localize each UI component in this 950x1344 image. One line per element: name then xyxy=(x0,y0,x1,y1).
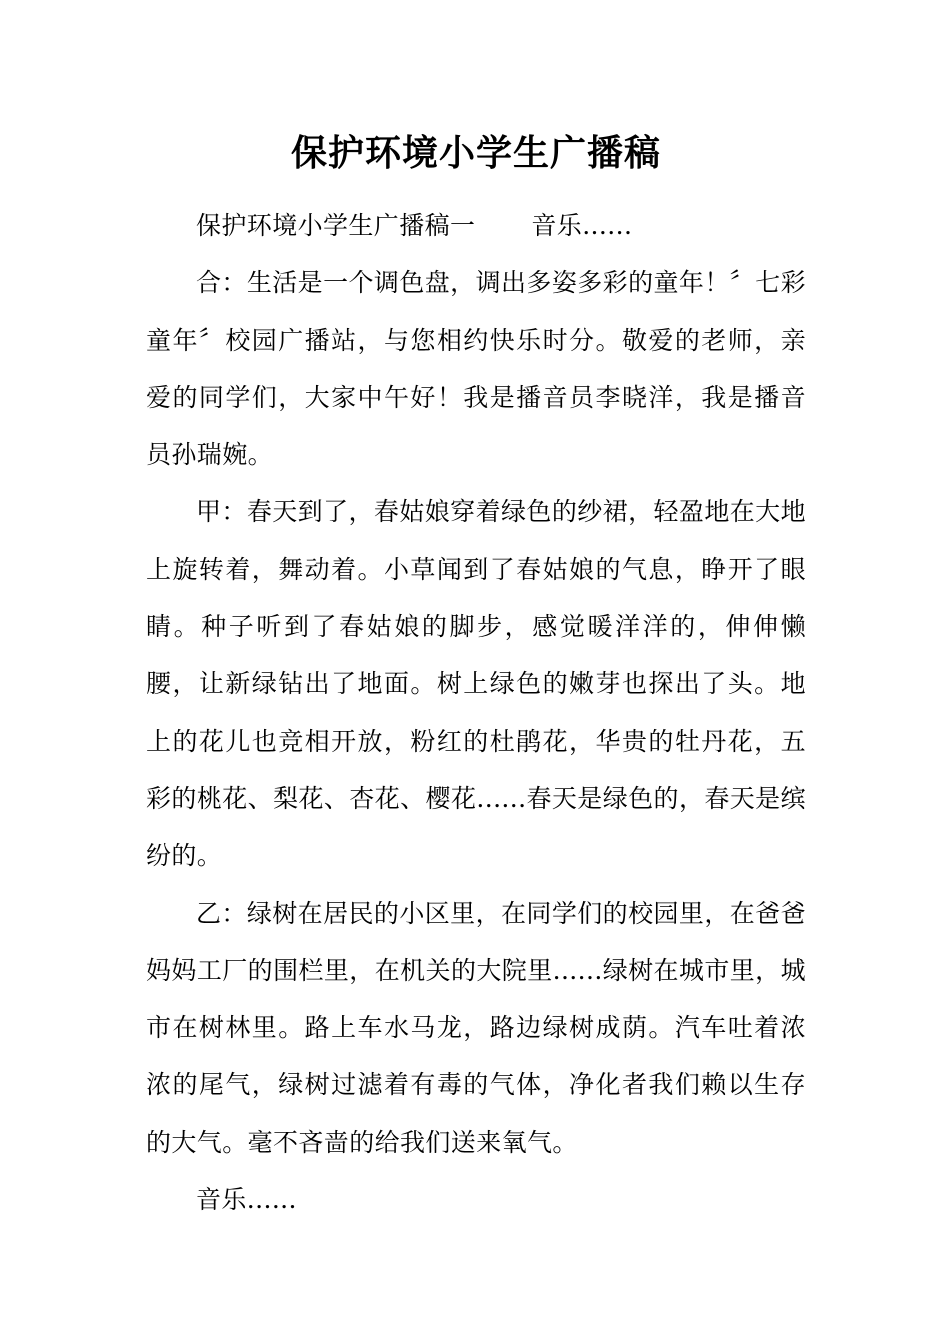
intro-heading: 保护环境小学生广播稿一 xyxy=(196,211,476,240)
paragraph-opening: 合：生活是一个调色盘，调出多姿多彩的童年！〞七彩童年〞校园广播站，与您相约快乐时分。敬爱的老师，亲爱的同学们，大家中午好！我是播音员李晓洋，我是播音员孙瑞婉。 xyxy=(146,268,806,470)
paragraph-jia: 甲：春天到了，春姑娘穿着绿色的纱裙，轻盈地在大地上旋转着，舞动着。小草闻到了春姑娘的气息，睁开了眼睛。种子听到了春姑娘的脚步，感觉暖洋洋的，伸伸懒腰，让新绿钻出了地面。树上绿色的嫩芽也探出了头。地上的花儿也竞相开放，粉红的杜鹃花，华贵的牡丹花，五彩的桃花、梨花、杏花、樱花......春天是绿色的，春天是缤纷的。 xyxy=(146,497,806,871)
intro-paragraph xyxy=(146,197,806,254)
paragraph-yi: 乙：绿树在居民的小区里，在同学们的校园里，在爸爸妈妈工厂的围栏里，在机关的大院里......绿树在城市里，城市在树林里。路上车水马龙，路边绿树成荫。汽车吐着浓浓的尾气，绿树过滤着有毒的气体，净化者我们赖以生存的大气。毫不吝啬的给我们送来氧气。 xyxy=(146,898,806,1157)
intro-music: 音乐...... xyxy=(531,211,633,240)
closing-music: 音乐...... xyxy=(196,1185,297,1215)
document-title: 保护环境小学生广播稿 xyxy=(290,132,661,174)
document-body xyxy=(146,197,806,1228)
